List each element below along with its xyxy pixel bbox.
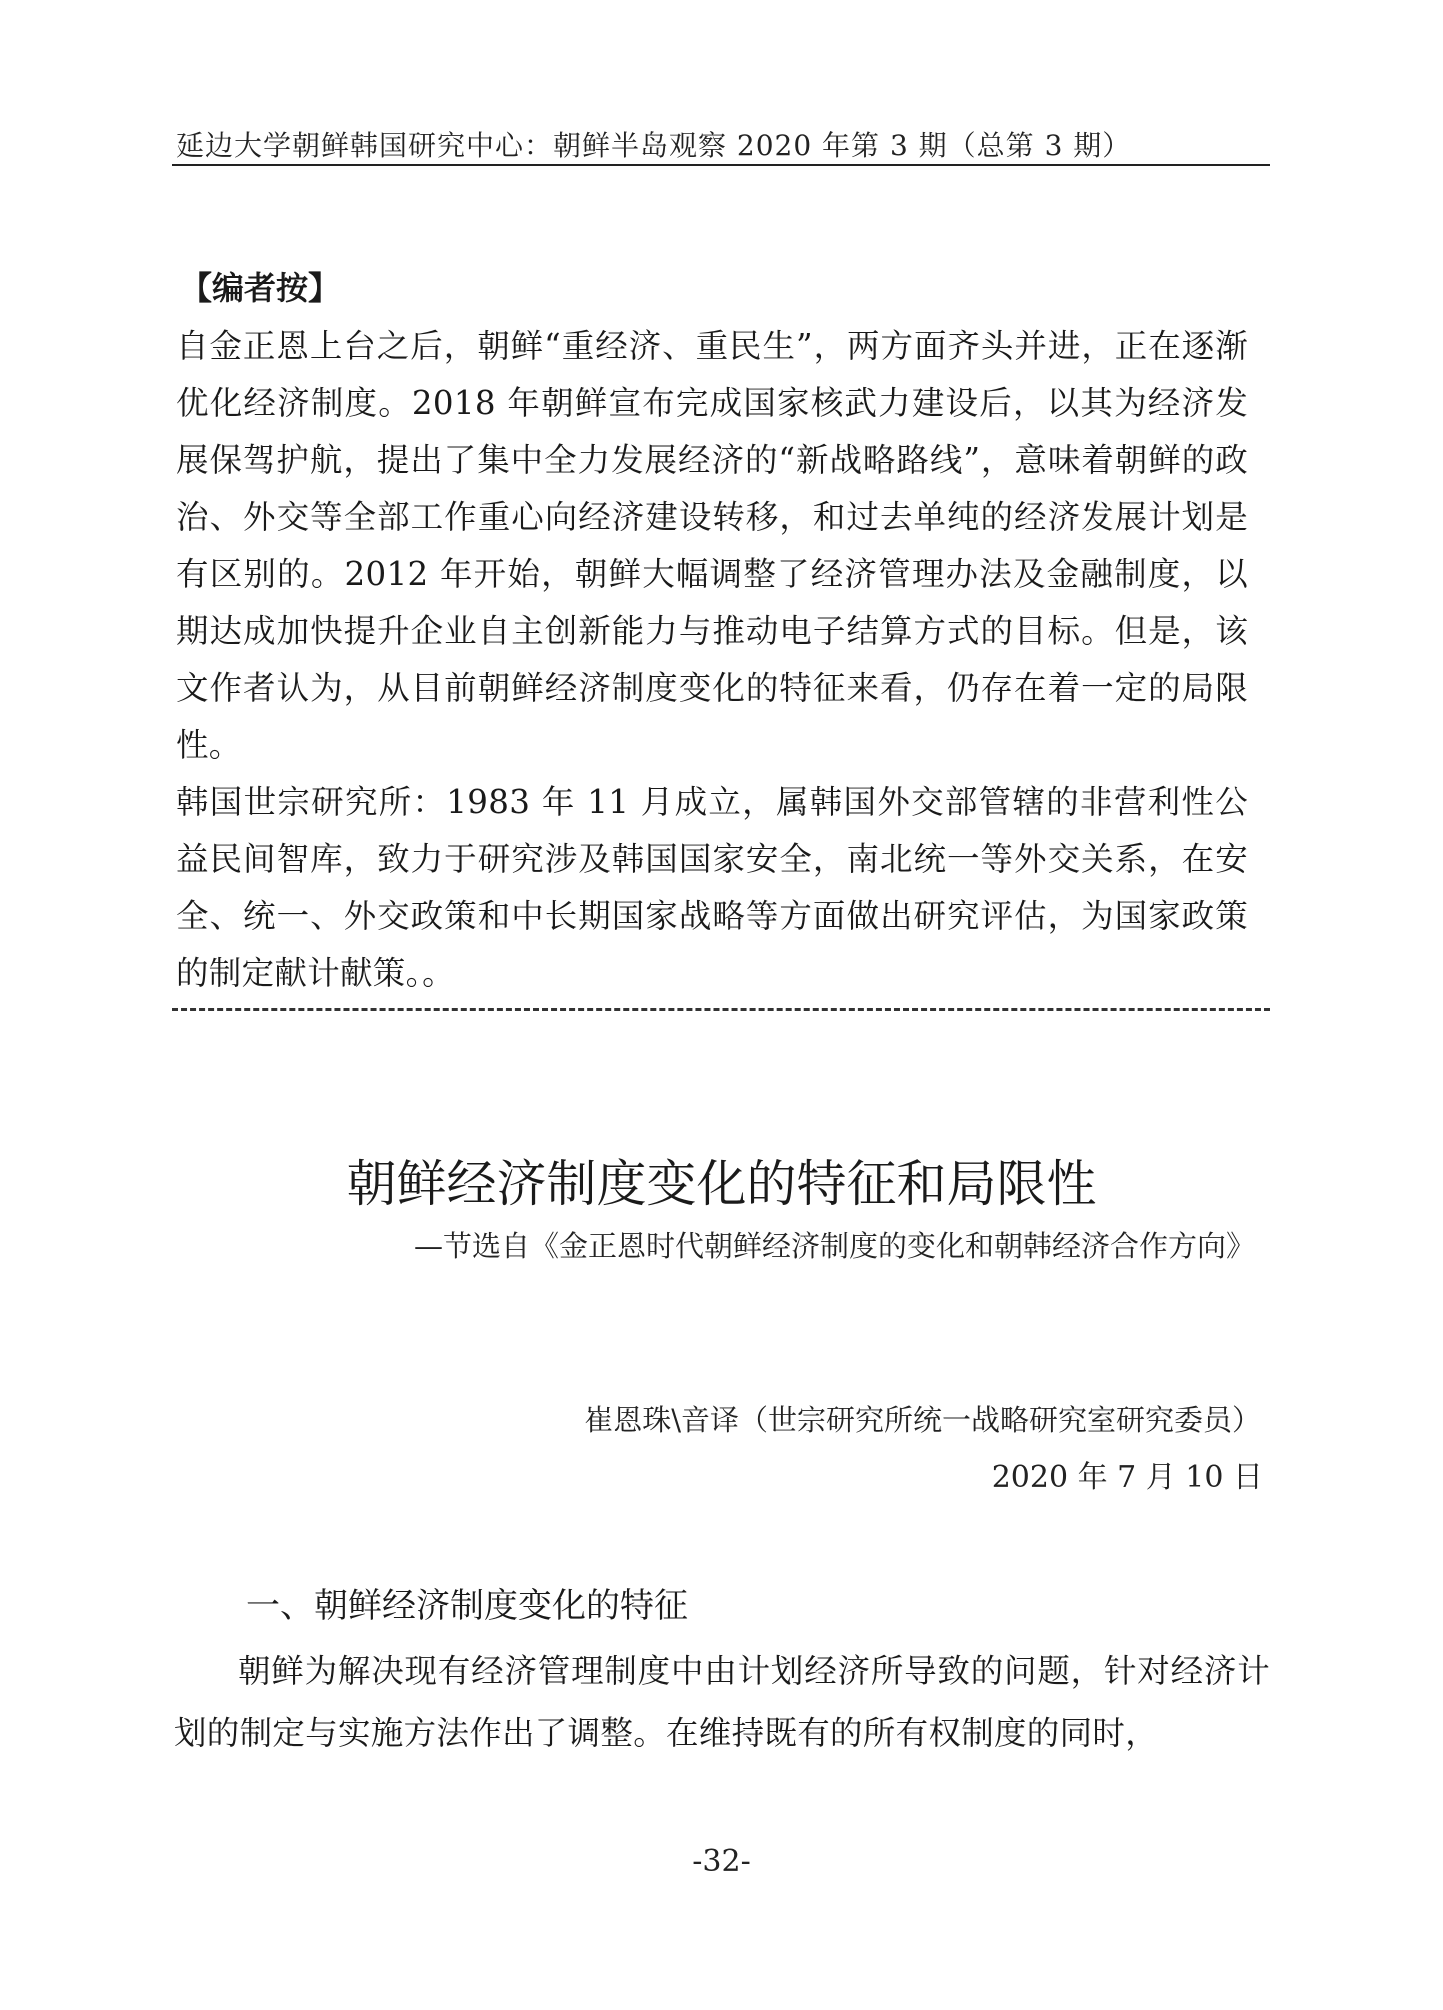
editor-note-paragraph: 自金正恩上台之后，朝鲜“重经济、重民生”，两方面齐头并进，正在逐渐优化经济制度。2018 年朝鲜宣布完成国家核武力建设后，以其为经济发展保驾护航，提出了集中全力发展经济的“新战略路线”，意味着朝鲜的政治、外交等全部工作重心向经济建设转移，和过去单纯的经济发展计划是有区别的。2012 年开始，朝鲜大幅调整了经济管理办法及金融制度，以期达成加快提升企业自主创新能力与推动电子结算方式的目标。但是，该文作者认为，从目前朝鲜经济制度变化的特征来看，仍存在着一定的局限性。 [176, 327, 1248, 764]
editor-note-institute-paragraph: 韩国世宗研究所：1983 年 11 月成立，属韩国外交部管辖的非营利性公益民间智库，致力于研究涉及韩国国家安全，南北统一等外交关系，在安全、统一、外交政策和中长期国家战略等方面做出研究评估，为国家政策的制定献计献策。。 [176, 783, 1248, 992]
editor-note [176, 258, 1270, 1002]
article-subtitle: —节选自《金正恩时代朝鲜经济制度的变化和朝韩经济合作方向》 [413, 1229, 1255, 1263]
section-heading: 一、朝鲜经济制度变化的特征 [246, 1586, 688, 1626]
author-line: 崔恩珠\音译（世宗研究所统一战略研究室研究委员） [584, 1403, 1261, 1437]
article-date: 2020 年 7 月 10 日 [991, 1460, 1263, 1495]
article-title: 朝鲜经济制度变化的特征和局限性 [346, 1155, 1097, 1213]
editor-note-title: 【编者按】 [180, 269, 341, 307]
page-number: -32- [692, 1844, 751, 1879]
running-header [172, 118, 1270, 166]
dashed-divider [172, 1008, 1270, 1011]
running-header-title: 延边大学朝鲜韩国研究中心：朝鲜半岛观察 2020 年第 3 期（总第 3 期） [176, 129, 1132, 162]
body-paragraph: 朝鲜为解决现有经济管理制度中由计划经济所导致的问题，针对经济计划的制定与实施方法作出了调整。在维持既有的所有权制度的同时， [174, 1652, 1270, 1752]
